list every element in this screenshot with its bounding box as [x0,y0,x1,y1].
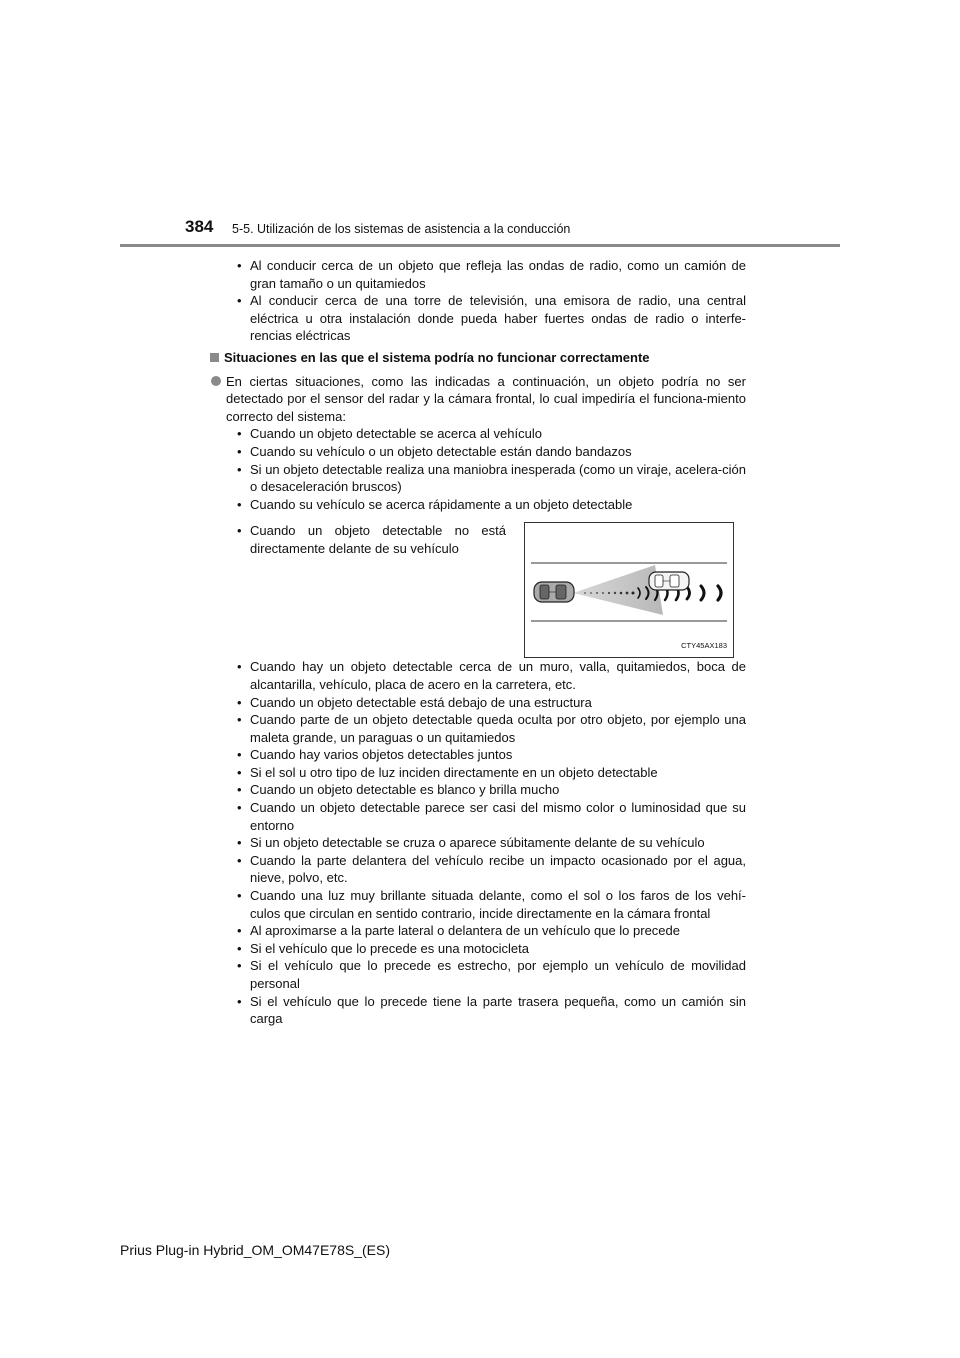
list-item: • Cuando parte de un objeto detectable queda oculta por otro objeto, por ejemplo una maleta grande, un paraguas o un quitamiedos [237,712,746,745]
intro-bullet-list [210,257,746,345]
list-item: • Cuando su vehículo o un objeto detectable están dando bandazos [237,443,632,459]
section-heading: Situaciones en las que el sistema podría no funcionar correctamente [210,349,746,367]
list-item: • Cuando su vehículo se acerca rápidamente a un objeto detectable [237,496,633,512]
header-rule [120,244,840,247]
radar-offset-illustration [524,522,734,658]
figure-code: CTY45AX183 [681,640,727,650]
figure-bullet-list [210,522,506,658]
footer-doc-id: Prius Plug-in Hybrid_OM_OM47E78S_(ES) [120,1242,390,1258]
list-item: • Si el vehículo que lo precede es estrecho, por ejemplo un vehículo de movilidad personal [237,958,746,991]
page-content [210,257,746,1028]
own-vehicle-icon [534,582,574,602]
bullet-list-a [210,425,746,513]
list-item: • Al aproximarse a la parte lateral o delantera de un vehículo que lo precede [237,923,680,939]
list-item: • Al conducir cerca de una torre de televisión, una emisora de radio, una central eléctrica u otra instalación donde pueda haber fuertes ondas de radio o interfe-rencias eléctricas [237,293,746,344]
square-bullet-icon [210,353,219,362]
section-title: 5-5. Utilización de los sistemas de asistencia a la conducción [232,222,571,236]
list-item: • Si el vehículo que lo precede tiene la parte trasera pequeña, como un camión sin carga [237,993,746,1027]
radar-beam [573,565,663,615]
sub-paragraph: En ciertas situaciones, como las indicadas a continuación, un objeto podría no ser detectado por el sensor del radar y la cámara frontal, lo cual impediría el funciona-miento correcto del sistema: [210,373,746,426]
list-item: • Al conducir cerca de un objeto que refleja las ondas de radio, como un camión de gran tamaño o un quitamiedos [237,258,746,291]
list-item: • Cuando un objeto detectable es blanco y brilla mucho [237,782,560,798]
figure-row [210,522,746,658]
list-item: • Si un objeto detectable realiza una maniobra inesperada (como un viraje, acelera-ción o desaceleración bruscos) [237,461,746,495]
list-item: • Cuando la parte delantera del vehículo recibe un impacto ocasionado por el agua, nieve, polvo, etc. [237,852,746,886]
list-item: • Cuando un objeto detectable está debajo de una estructura [237,694,592,710]
list-item: • Cuando una luz muy brillante situada delante, como el sol o los faros de los vehí-culos que circulan en sentido contrario, incide directamente en la cámara frontal [237,888,746,921]
page-number: 384 [185,217,214,236]
list-item: • Cuando hay un objeto detectable cerca de un muro, valla, quitamiedos, boca de alcantarilla, vehículo, placa de acero en la carretera, etc. [237,659,746,692]
list-item: • Cuando hay varios objetos detectables juntos [237,747,513,763]
list-item: • Si un objeto detectable se cruza o aparece súbitamente delante de su vehículo [237,835,705,851]
list-item: • Cuando un objeto detectable se acerca al vehículo [237,426,542,442]
list-item: • Cuando un objeto detectable parece ser casi del mismo color o luminosidad que su entorno [237,800,746,833]
list-item: • Cuando un objeto detectable no está directamente delante de su vehículo [237,523,506,556]
list-item: • Si el vehículo que lo precede es una motocicleta [237,940,529,956]
detectable-vehicle-icon [649,572,689,590]
circle-bullet-icon [211,376,221,386]
bullet-list-b [210,658,746,1027]
list-item: • Si el sol u otro tipo de luz inciden directamente en un objeto detectable [237,764,658,780]
